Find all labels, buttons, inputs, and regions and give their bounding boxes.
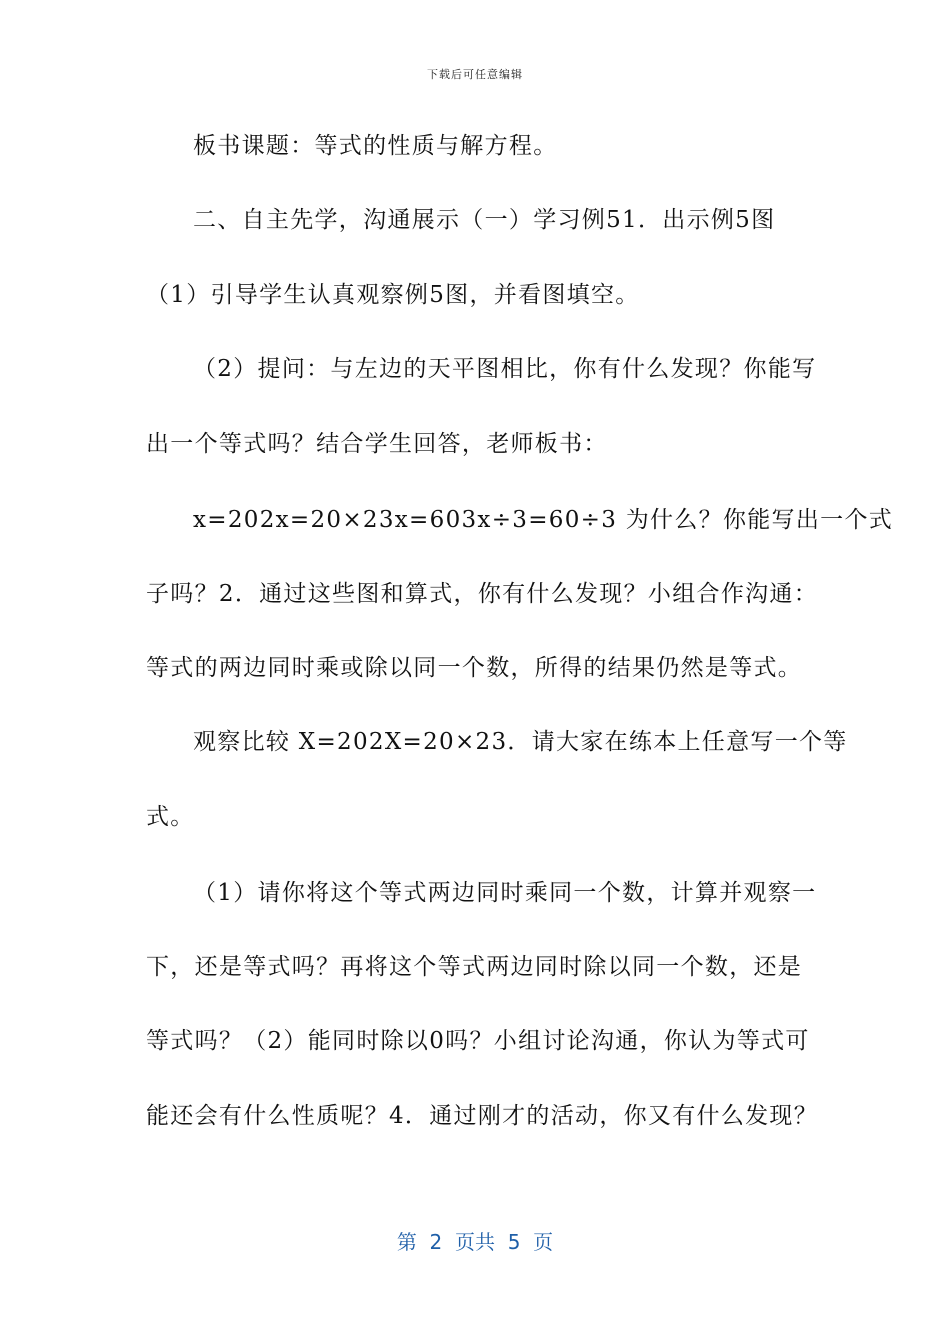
text-line-5: 出一个等式吗？结合学生回答，老师板书：: [146, 431, 608, 457]
text-line-1: 板书课题：等式的性质与解方程。: [193, 133, 558, 159]
text-line-9: 观察比较 X=202X=20×23．请大家在练本上任意写一个等: [193, 729, 848, 755]
page-footer: 第 2 页共 5 页: [396, 1230, 554, 1254]
text-line-10: 式。: [146, 804, 195, 830]
page-header: 下载后可任意编辑: [427, 68, 523, 81]
text-line-8: 等式的两边同时乘或除以同一个数，所得的结果仍然是等式。: [146, 655, 803, 681]
text-line-6: x=202x=20×23x=603x÷3=60÷3 为什么？你能写出一个式: [193, 507, 894, 533]
text-line-7: 子吗？2．通过这些图和算式，你有什么发现？小组合作沟通：: [146, 581, 819, 607]
text-line-12: 下，还是等式吗？再将这个等式两边同时除以同一个数，还是: [146, 954, 803, 980]
text-line-14: 能还会有什么性质呢？4．通过刚才的活动，你又有什么发现？: [146, 1103, 819, 1129]
text-line-11: （1）请你将这个等式两边同时乘同一个数，计算并观察一: [193, 880, 817, 906]
text-line-13: 等式吗？（2）能同时除以0吗？小组讨论沟通，你认为等式可: [146, 1028, 810, 1054]
text-line-2: 二、自主先学，沟通展示（一）学习例51．出示例5图: [193, 207, 776, 233]
text-line-4: （2）提问：与左边的天平图相比，你有什么发现？你能写: [193, 356, 817, 382]
text-line-3: （1）引导学生认真观察例5图，并看图填空。: [146, 282, 640, 308]
